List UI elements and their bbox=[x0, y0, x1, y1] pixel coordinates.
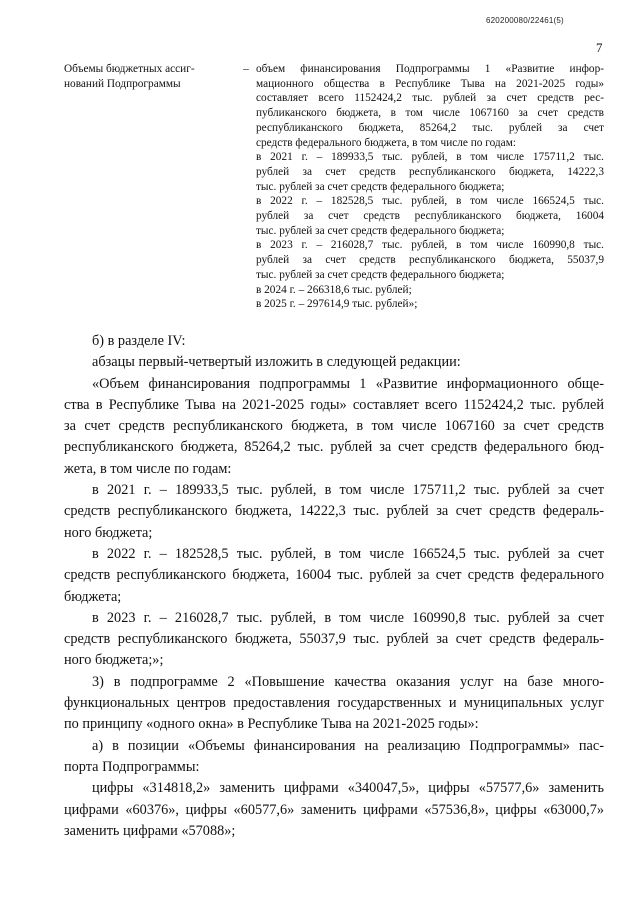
body-line: цифры «314818,2» заменить цифрами «340047,5», цифры «57577,6» заменить bbox=[92, 780, 604, 797]
body-line: республиканского бюджета, 85264,2 тыс. рублей за счет средств федерального бюд- bbox=[64, 439, 604, 456]
body-line: цифрами «60376», цифры «60577,6» заменить цифрами «57536,8», цифры «63000,7» bbox=[64, 801, 604, 818]
table-value-line: рублей за счет средств республиканского бюджета, 55037,9 bbox=[256, 254, 604, 267]
document-body bbox=[64, 331, 604, 842]
document-id: 620200080/22461(5) bbox=[486, 16, 564, 25]
table-value-line: тыс. рублей за счет средств федерального бюджета; bbox=[256, 180, 505, 193]
page-number: 7 bbox=[596, 40, 603, 55]
body-line: б) в разделе IV: bbox=[92, 333, 186, 349]
body-line: ства в Республике Тыва на 2021-2025 годы» составляет всего 1152424,2 тыс. рублей bbox=[64, 396, 604, 413]
body-line: заменить цифрами «57088»; bbox=[64, 822, 236, 839]
body-line: ного бюджета;»; bbox=[64, 652, 164, 669]
table-value-line: в 2022 г. – 182528,5 тыс. рублей, в том числе 166524,5 тыс. bbox=[256, 195, 604, 208]
body-line: 3) в подпрограмме 2 «Повышение качества оказания услуг на базе много- bbox=[92, 673, 604, 690]
passport-table bbox=[64, 56, 604, 312]
table-dash: – bbox=[243, 63, 249, 75]
table-value-line: рублей за счет средств республиканского бюджета, 14222,3 bbox=[256, 165, 604, 178]
table-value-line: мационного общества в Республике Тыва на 2021-2025 годы» bbox=[256, 77, 604, 90]
body-line: ного бюджета; bbox=[64, 524, 153, 541]
table-value-line: рублей за счет средств республиканского бюджета, 16004 bbox=[256, 210, 604, 223]
body-line: по принципу «одного окна» в Республике Тыва на 2021-2025 годы»: bbox=[64, 716, 479, 733]
table-value-line: республиканского бюджета, 85264,2 тыс. рублей за счет bbox=[256, 121, 604, 134]
table-label-line: Объемы бюджетных ассиг- bbox=[64, 63, 195, 75]
table-label-cell bbox=[64, 56, 236, 312]
body-line: в 2022 г. – 182528,5 тыс. рублей, в том числе 166524,5 тыс. рублей за счет bbox=[92, 545, 604, 562]
body-line: функциональных центров предоставления государственных и муниципальных услуг bbox=[64, 695, 604, 712]
body-line: средств республиканского бюджета, 14222,3 тыс. рублей за счет средств федераль- bbox=[64, 503, 604, 520]
body-line: в 2023 г. – 216028,7 тыс. рублей, в том числе 160990,8 тыс. рублей за счет bbox=[92, 609, 604, 626]
table-value-line: средств федерального бюджета, в том числе по годам: bbox=[256, 136, 516, 149]
body-line: «Объем финансирования подпрограммы 1 «Развитие информационного обще- bbox=[92, 375, 604, 392]
table-value-line: объем финансирования Подпрограммы 1 «Развитие инфор- bbox=[256, 63, 604, 75]
table-value-line: в 2021 г. – 189933,5 тыс. рублей, в том числе 175711,2 тыс. bbox=[256, 151, 604, 164]
table-value-line: в 2025 г. – 297614,9 тыс. рублей»; bbox=[256, 298, 418, 311]
body-line: а) в позиции «Объемы финансирования на реализацию Подпрограммы» пас- bbox=[92, 737, 604, 754]
table-value-cell bbox=[256, 56, 604, 312]
table-value-line: тыс. рублей за счет средств федерального бюджета; bbox=[256, 268, 505, 281]
table-value-line: тыс. рублей за счет средств федерального бюджета; bbox=[256, 224, 505, 237]
body-line: абзацы первый-четвертый изложить в следующей редакции: bbox=[92, 354, 461, 371]
table-label-line: нований Подпрограммы bbox=[64, 77, 181, 90]
body-line: в 2021 г. – 189933,5 тыс. рублей, в том числе 175711,2 тыс. рублей за счет bbox=[92, 482, 604, 499]
body-line: средств республиканского бюджета, 16004 тыс. рублей за счет средств федерального bbox=[64, 567, 604, 584]
table-value-line: составляет всего 1152424,2 тыс. рублей за счет средств рес- bbox=[256, 92, 604, 105]
body-line: жета, в том числе по годам: bbox=[64, 460, 232, 477]
table-value-line: в 2024 г. – 266318,6 тыс. рублей; bbox=[256, 283, 412, 296]
table-value-line: публиканского бюджета, в том числе 1067160 за счет средств bbox=[256, 107, 604, 120]
body-line: бюджета; bbox=[64, 588, 122, 605]
table-value-line: в 2023 г. – 216028,7 тыс. рублей, в том числе 160990,8 тыс. bbox=[256, 239, 604, 252]
body-line: за счет средств республиканского бюджета, в том числе 1067160 за счет средств bbox=[64, 418, 604, 435]
body-line: порта Подпрограммы: bbox=[64, 758, 200, 775]
body-line: средств республиканского бюджета, 55037,9 тыс. рублей за счет средств федераль- bbox=[64, 631, 604, 648]
